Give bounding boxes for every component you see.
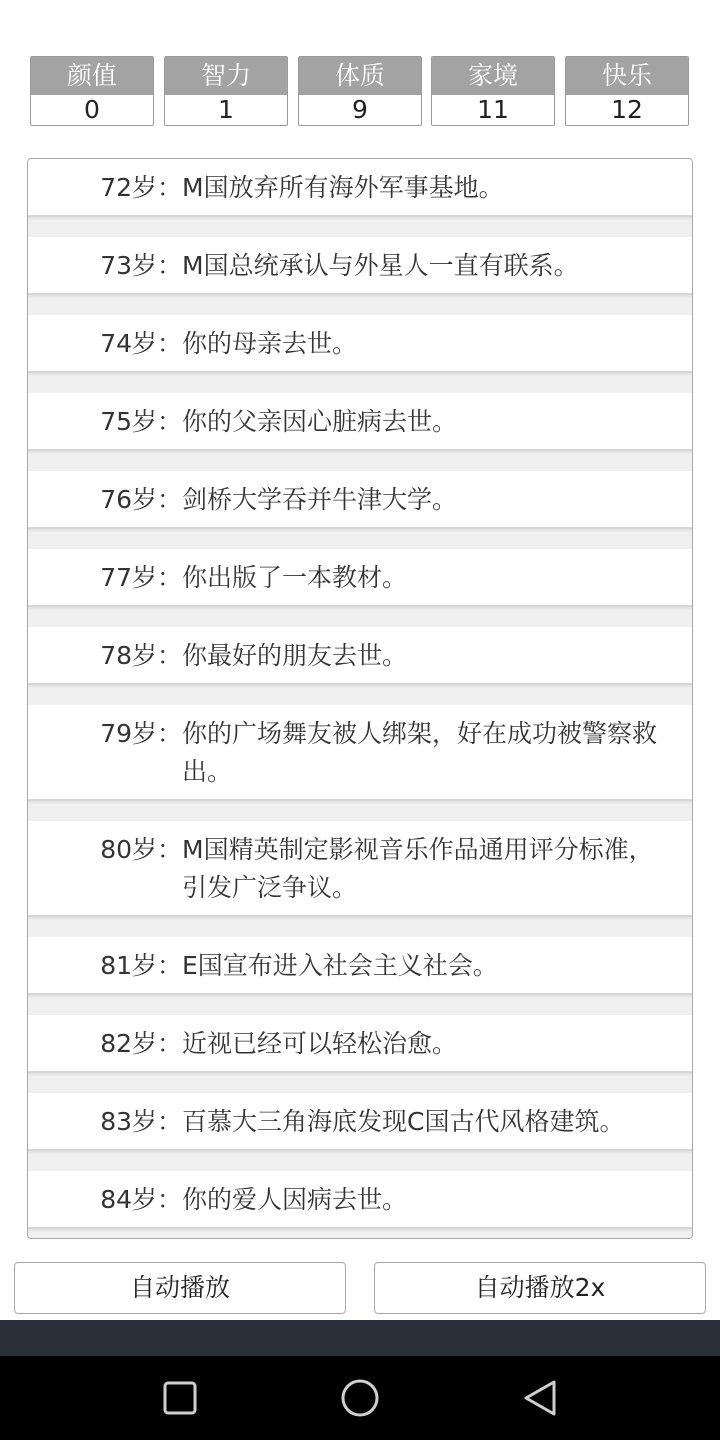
log-event: E国宣布进入社会主义社会。 [182, 951, 498, 980]
log-age: 84岁： [100, 1185, 182, 1214]
stat-value: 1 [218, 95, 234, 124]
log-age: 83岁： [100, 1107, 182, 1136]
log-item [28, 821, 692, 917]
log-age: 78岁： [100, 641, 182, 670]
log-age: 81岁： [100, 951, 182, 980]
log-item [28, 1093, 692, 1151]
log-event: 你的母亲去世。 [182, 329, 358, 358]
log-item [28, 1015, 692, 1073]
log-event: 百慕大三角海底发现C国古代风格建筑。 [182, 1107, 625, 1136]
log-age: 73岁： [100, 251, 182, 280]
log-event: 你出版了一本教材。 [182, 563, 408, 592]
attribute-stats [30, 56, 690, 128]
life-event-log[interactable] [27, 158, 693, 1239]
log-age: 77岁： [100, 563, 182, 592]
stat-label: 体质 [299, 57, 421, 95]
log-event: M国总统承认与外星人一直有联系。 [182, 251, 579, 280]
log-event: M国精英制定影视音乐作品通用评分标准，引发广泛争议。 [182, 835, 654, 902]
log-item [28, 627, 692, 685]
stat-constitution [298, 56, 422, 126]
log-event: 你的爱人因病去世。 [182, 1185, 408, 1214]
stat-happiness [565, 56, 689, 126]
log-event: 你最好的朋友去世。 [182, 641, 408, 670]
stat-family [431, 56, 555, 126]
log-item [28, 705, 692, 801]
log-age: 72岁： [100, 173, 182, 202]
stat-appearance [30, 56, 154, 126]
recent-apps-icon[interactable] [158, 1376, 202, 1420]
log-event: 你的父亲因心脏病去世。 [182, 407, 458, 436]
log-event: M国放弃所有海外军事基地。 [182, 173, 504, 202]
log-event: 剑桥大学吞并牛津大学。 [182, 485, 458, 514]
log-item [28, 315, 692, 373]
log-item [28, 937, 692, 995]
stat-value: 12 [611, 95, 643, 124]
auto-play-button[interactable]: 自动播放 [14, 1262, 346, 1314]
log-item [28, 549, 692, 607]
stat-label: 智力 [165, 57, 287, 95]
stat-label: 家境 [432, 57, 554, 95]
auto-play-2x-button[interactable]: 自动播放2x [374, 1262, 706, 1314]
stat-label: 快乐 [566, 57, 688, 95]
log-age: 76岁： [100, 485, 182, 514]
log-age: 75岁： [100, 407, 182, 436]
stat-value: 9 [352, 95, 368, 124]
log-item [28, 237, 692, 295]
log-item [28, 159, 692, 217]
stat-value: 11 [477, 95, 509, 124]
log-age: 80岁： [100, 835, 182, 864]
stat-value: 0 [84, 95, 100, 124]
app-bottom-bar [0, 1320, 720, 1356]
log-item [28, 471, 692, 529]
stat-label: 颜值 [31, 57, 153, 95]
log-age: 82岁： [100, 1029, 182, 1058]
log-event: 你的广场舞友被人绑架，好在成功被警察救出。 [182, 719, 658, 786]
log-age: 74岁： [100, 329, 182, 358]
home-icon[interactable] [338, 1376, 382, 1420]
log-age: 79岁： [100, 719, 182, 748]
log-item [28, 393, 692, 451]
log-item [28, 1171, 692, 1229]
android-nav-bar [0, 1356, 720, 1440]
back-icon[interactable] [518, 1376, 562, 1420]
stat-intelligence [164, 56, 288, 126]
log-event: 近视已经可以轻松治愈。 [182, 1029, 458, 1058]
